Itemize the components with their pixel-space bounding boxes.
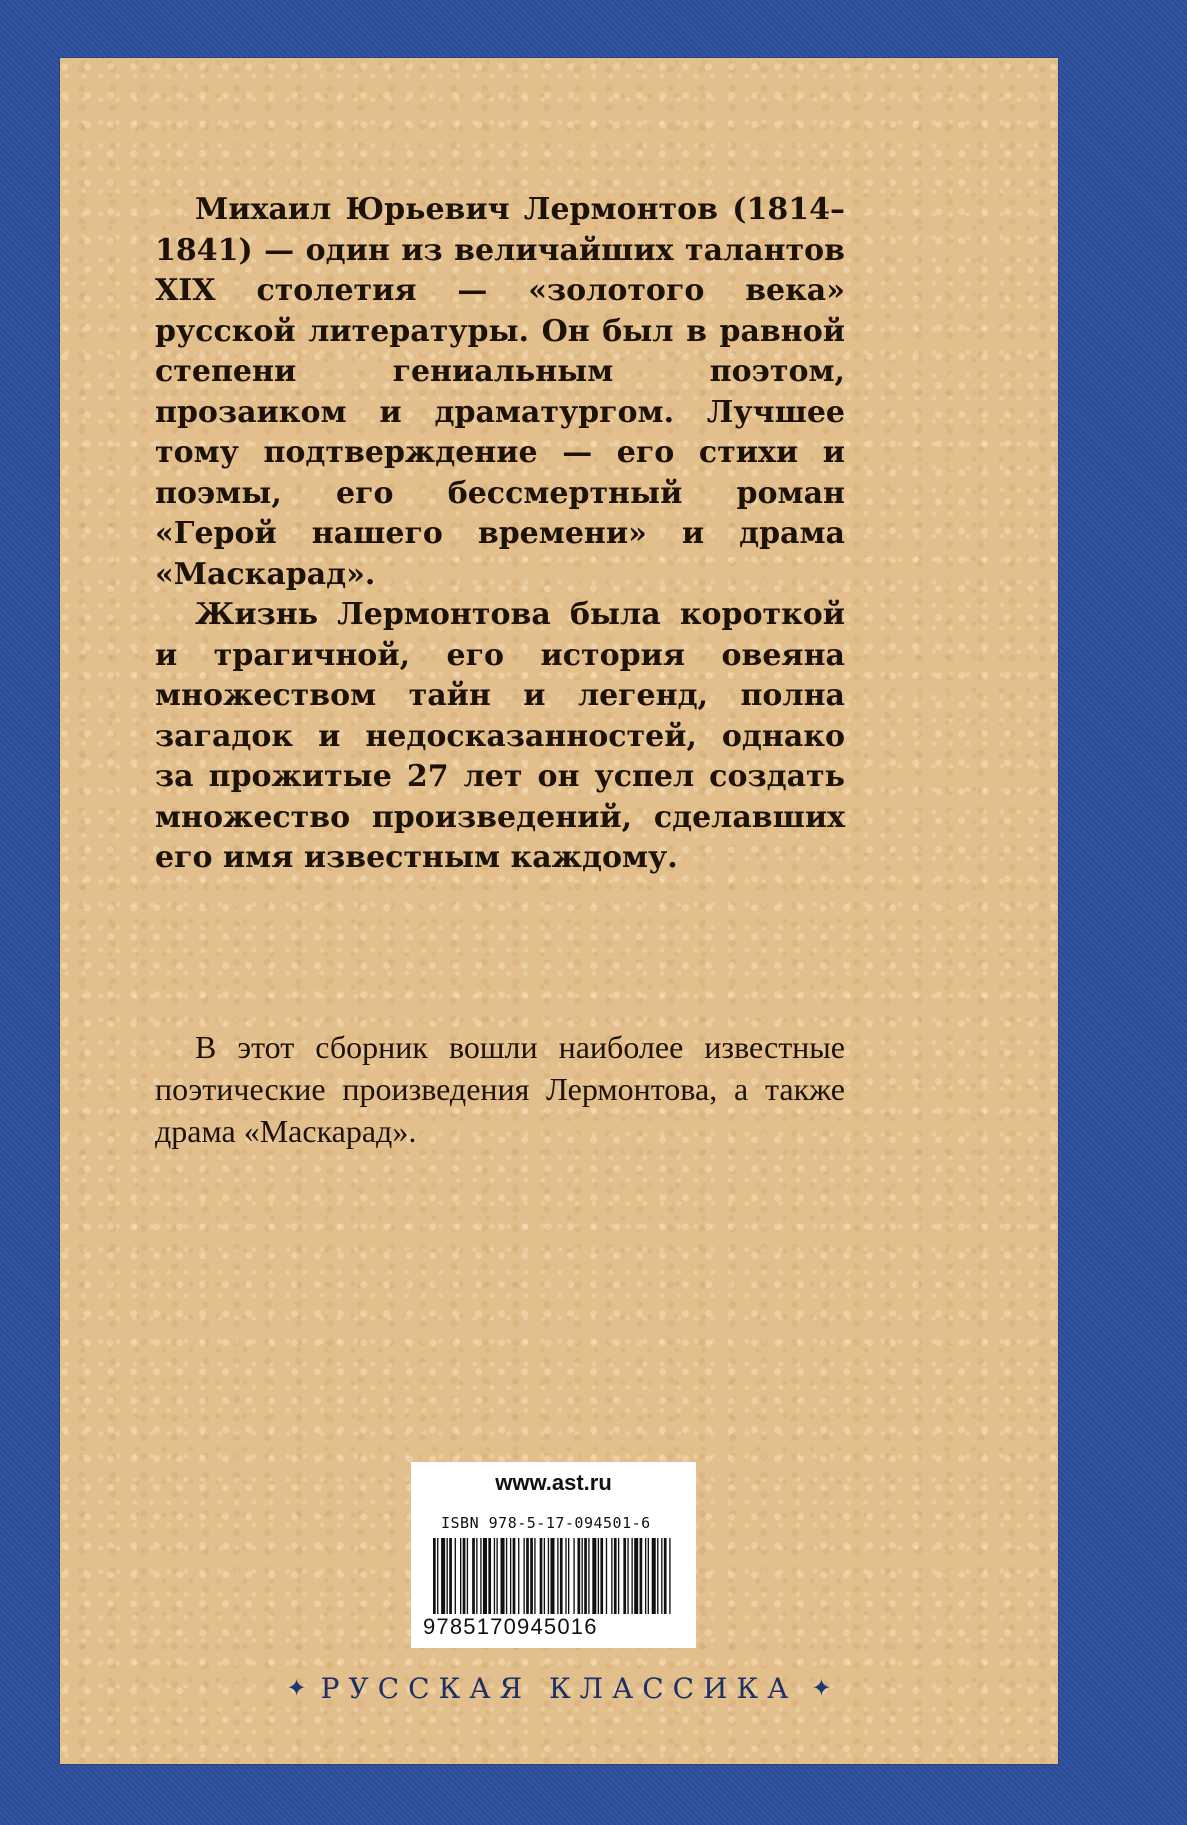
barcode-bar <box>513 1538 516 1614</box>
barcode-icon <box>433 1538 675 1614</box>
barcode-bar <box>640 1538 643 1614</box>
author-bio <box>155 190 845 879</box>
barcode-bar <box>510 1538 511 1614</box>
barcode-bar <box>582 1538 583 1614</box>
barcode-bar <box>600 1538 603 1614</box>
barcode-bar <box>476 1538 477 1614</box>
barcode-bar <box>657 1538 658 1614</box>
isbn-label: ISBN 978-5-17-094501-6 <box>441 1514 651 1532</box>
barcode-bar <box>614 1538 617 1614</box>
barcode-bar <box>433 1538 436 1614</box>
barcode-bar <box>437 1538 438 1614</box>
bio-paragraph-2: Жизнь Лермонтова была короткой и трагичной, его история овеяна множеством тайн и легенд, полна загадок и недосказанностей, однако за прожитые 27 лет он успел создать множество произведений, сделавших его имя известным каждому. <box>155 597 845 875</box>
barcode-bar <box>669 1538 670 1614</box>
barcode-bar <box>544 1538 545 1614</box>
ornament-right-icon: ✦ <box>811 1674 832 1702</box>
barcode-bar <box>523 1538 524 1614</box>
barcode-bar <box>557 1538 558 1614</box>
barcode-bar <box>645 1538 646 1614</box>
barcode-bar <box>623 1538 626 1614</box>
barcode-bar <box>584 1538 587 1614</box>
barcode-bar <box>483 1538 487 1614</box>
barcode-bar <box>494 1538 495 1614</box>
barcode-bar <box>577 1538 580 1614</box>
ornament-left-icon: ✦ <box>286 1674 307 1702</box>
barcode-bar <box>664 1538 667 1614</box>
barcode-bar <box>449 1538 452 1614</box>
collection-description <box>155 1026 845 1152</box>
barcode-bar <box>565 1538 566 1614</box>
barcode-bar <box>534 1538 535 1614</box>
barcode-bar <box>652 1538 656 1614</box>
barcode-bar <box>627 1538 628 1614</box>
barcode-bar <box>526 1538 529 1614</box>
barcode-bar <box>488 1538 491 1614</box>
barcode-bar <box>480 1538 481 1614</box>
barcode-digits: 9785170945016 <box>423 1614 598 1639</box>
barcode-box <box>411 1462 696 1648</box>
barcode-bar <box>573 1538 574 1614</box>
barcode-bar <box>472 1538 475 1614</box>
series-title <box>60 1672 1058 1705</box>
series-label: РУССКАЯ КЛАССИКА <box>320 1672 798 1705</box>
barcode-bar <box>501 1538 505 1614</box>
barcode-bar <box>518 1538 519 1614</box>
barcode-bar <box>463 1538 466 1614</box>
barcode-bar <box>548 1538 549 1614</box>
collection-paragraph: В этот сборник вошли наиболее известные поэтические произведения Лермонтова, а также драма «Маскарад». <box>155 1029 845 1149</box>
barcode-bar <box>455 1538 456 1614</box>
barcode-bar <box>618 1538 619 1614</box>
barcode-bar <box>460 1538 461 1614</box>
barcode-bar <box>568 1538 569 1614</box>
barcode-bar <box>560 1538 563 1614</box>
bio-paragraph-1: Михаил Юрьевич Лермонтов (1814–1841) — один из величайших талантов XIX столетия — «золотого века» русской литературы. Он был в равной степени гениальным поэтом, прозаиком и драматургом. Лучшее тому подтверждение — его стихи и поэмы, его бессмертный роман «Герой нашего времени» и драма «Маскарад». <box>155 192 845 592</box>
barcode-bar <box>530 1538 533 1614</box>
barcode-bar <box>467 1538 468 1614</box>
barcode-bar <box>588 1538 589 1614</box>
barcode-bar <box>441 1538 445 1614</box>
barcode-bar <box>661 1538 662 1614</box>
barcode-bar <box>648 1538 649 1614</box>
barcode-bar <box>550 1538 554 1614</box>
barcode-bar <box>598 1538 599 1614</box>
barcode-bar <box>634 1538 638 1614</box>
barcode-bar <box>540 1538 543 1614</box>
barcode-bar <box>496 1538 497 1614</box>
barcode-bar <box>611 1538 612 1614</box>
barcode-bar <box>447 1538 448 1614</box>
barcode-bar <box>592 1538 596 1614</box>
barcode-bar <box>506 1538 507 1614</box>
barcode-bar <box>631 1538 632 1614</box>
publisher-site: www.ast.ru <box>495 1470 612 1495</box>
barcode-bar <box>606 1538 607 1614</box>
